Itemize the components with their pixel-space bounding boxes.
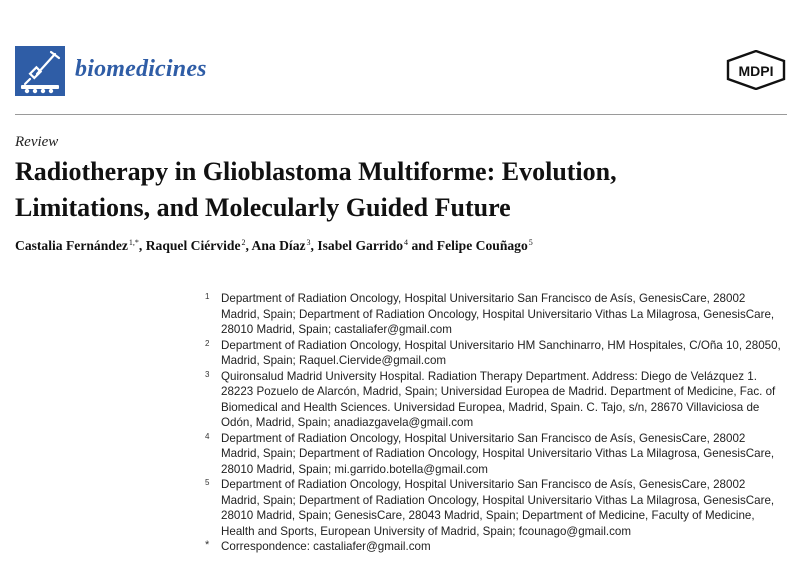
mdpi-logo-icon: [725, 50, 787, 90]
affiliation-number: 1: [205, 292, 210, 301]
header-divider: [15, 114, 787, 115]
affiliation-text: Department of Radiation Oncology, Hospital Universitario HM Sanchinarro, HM Hospitales, C/Oña 10, 28050, Madrid, Spain; Raquel.Ciervide@gmail.com: [221, 338, 781, 367]
affiliation-text: Department of Radiation Oncology, Hospital Universitario San Francisco de Asís, GenesisCare, 28002 Madrid, Spain; Department of Radiation Oncology, Hospital Universitario Vithas La Milagrosa, GenesisCare, 28010 Madrid, Spain; GenesisCare, 28043 Madrid, Spain; Department of Medicine, Faculty of Medicine, Health and Sports, European University of Madrid, Spain; fcounago@gmail.com: [221, 478, 775, 538]
affiliation-item: [205, 369, 785, 431]
author-separator: and: [408, 238, 437, 253]
affiliation-number: *: [205, 539, 210, 551]
journal-header: [0, 0, 800, 115]
author-name[interactable]: Raquel Ciérvide: [145, 238, 241, 253]
affiliation-text: Department of Radiation Oncology, Hospital Universitario San Francisco de Asís, GenesisCare, 28002 Madrid, Spain; Department of Radiation Oncology, Hospital Universitario Vithas La Milagrosa, GenesisCare, 28010 Madrid, Spain; castaliafer@gmail.com: [221, 292, 775, 336]
correspondence-note: [205, 539, 785, 555]
affiliation-item: [205, 338, 785, 369]
affiliation-item: [205, 477, 785, 539]
author-affiliation-marker: 5: [528, 238, 533, 247]
author-list: [15, 238, 785, 254]
affiliation-item: [205, 431, 785, 478]
affiliation-text: Correspondence: castaliafer@gmail.com: [221, 540, 431, 553]
publisher-logo-text: MDPI: [738, 63, 774, 79]
affiliation-text: Quironsalud Madrid University Hospital. Radiation Therapy Department. Address: Diego de Velázquez 1. 28223 Pozuelo de Alarcón, Madrid, Spain; Universidad Europea de Madrid. Department of Medicine, Fac. of Biomedical and Health Sciences. Universidad Europea, Madrid, Spain. C. Tajo, s/n, 28670 Villaviciosa de Odón, Madrid, Spain; anadiazgavela@gmail.com: [221, 369, 776, 429]
affiliation-list: [205, 291, 785, 555]
affiliation-number: 3: [205, 369, 210, 379]
affiliation-item: [205, 291, 785, 338]
article-title: Radiotherapy in Glioblastoma Multiforme: Evolution, Limitations, and Molecularly Guided Future: [15, 157, 617, 222]
author-affiliation-marker: 4: [404, 238, 409, 247]
author-separator: ,: [245, 238, 252, 253]
affiliation-number: 5: [205, 478, 210, 487]
article-type: Review: [15, 134, 59, 150]
author-separator: ,: [138, 238, 146, 253]
author-name[interactable]: Ana Díaz: [251, 238, 306, 253]
journal-name[interactable]: biomedicines: [75, 56, 207, 82]
affiliation-number: 2: [205, 338, 210, 348]
affiliation-number: 4: [205, 431, 210, 441]
author-separator: ,: [310, 238, 318, 253]
author-name[interactable]: Castalia Fernández: [15, 238, 128, 253]
author-affiliation-marker: 3: [306, 238, 311, 247]
author-affiliation-marker: 1,*: [128, 238, 139, 247]
author-affiliation-marker: 2: [241, 238, 246, 247]
author-name[interactable]: Felipe Couñago: [436, 238, 528, 253]
author-name[interactable]: Isabel Garrido: [317, 238, 404, 253]
affiliation-text: Department of Radiation Oncology, Hospital Universitario San Francisco de Asís, GenesisCare, 28002 Madrid, Spain; Department of Radiation Oncology, Hospital Universitario Vithas La Milagrosa, GenesisCare, 28010 Madrid, Spain; mi.garrido.botella@gmail.com: [221, 431, 775, 476]
biomedicines-logo-icon: [15, 46, 65, 96]
